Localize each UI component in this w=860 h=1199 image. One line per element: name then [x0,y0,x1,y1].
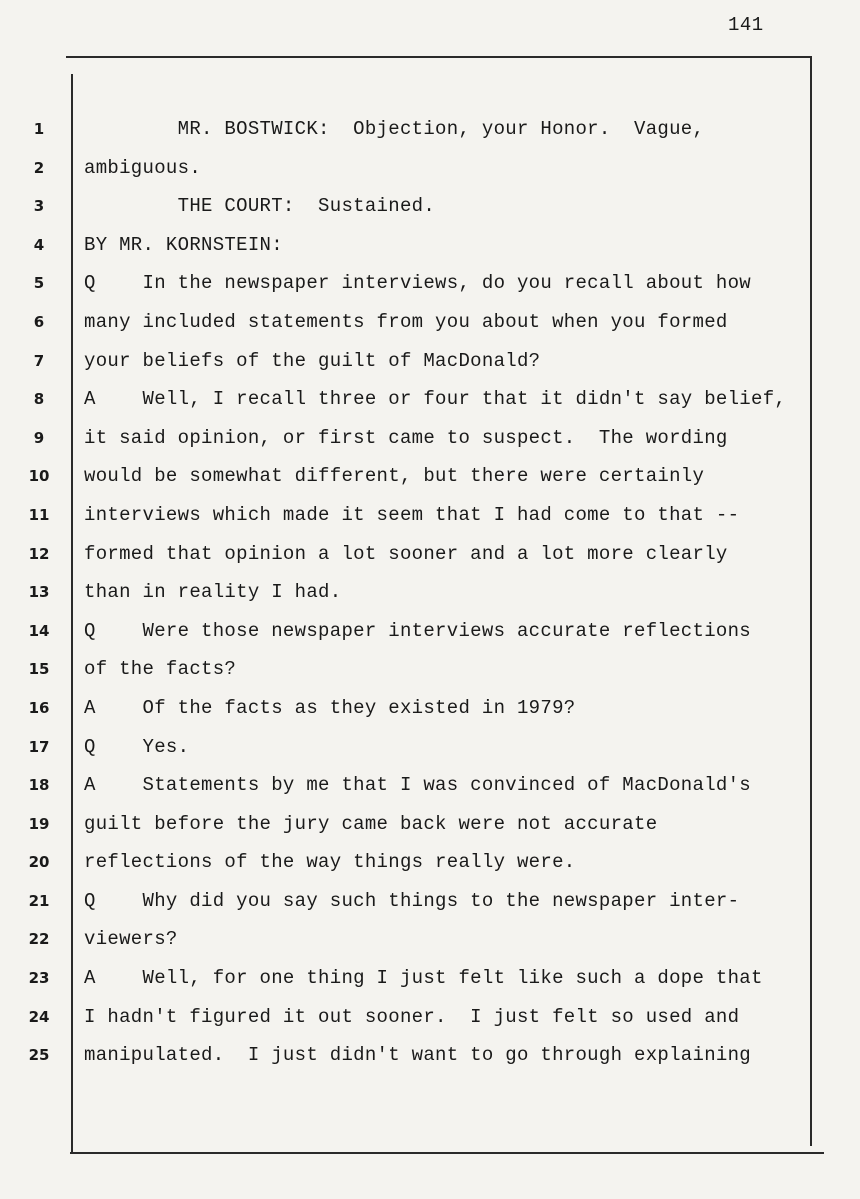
line-text: A Statements by me that I was convinced of MacDonald's [84,774,752,797]
line-number: 20 [28,853,50,872]
line-number: 24 [28,1007,50,1026]
transcript-line [0,457,860,496]
transcript-line [0,264,860,303]
line-number: 6 [33,312,45,331]
line-number: 23 [28,969,50,988]
transcript-line [0,728,860,767]
line-text: THE COURT: Sustained. [84,195,436,218]
line-number: 18 [28,776,50,795]
line-text: ambiguous. [84,156,202,179]
line-number: 3 [33,197,45,216]
transcript-line [0,187,860,226]
line-number: 16 [28,698,50,717]
line-text: formed that opinion a lot sooner and a lot more clearly [84,542,728,565]
transcript-line [0,1036,860,1075]
line-text: manipulated. I just didn't want to go through explaining [84,1044,752,1067]
line-text: Q Why did you say such things to the newspaper inter- [84,889,740,912]
line-text: of the facts? [84,658,237,681]
transcript-line [0,496,860,535]
line-text: interviews which made it seem that I had come to that -- [84,503,740,526]
transcript-line [0,573,860,612]
transcript-line [0,612,860,651]
line-text: BY MR. KORNSTEIN: [84,233,283,256]
page-border-bottom [70,1152,824,1154]
transcript-line [0,766,860,805]
line-text: reflections of the way things really were. [84,851,576,874]
line-number: 2 [33,158,45,177]
transcript-line [0,805,860,844]
line-text: many included statements from you about when you formed [84,310,728,333]
transcript-line [0,342,860,381]
line-number: 14 [28,621,50,640]
line-text: than in reality I had. [84,581,342,604]
page-number: 141 [728,14,764,36]
transcript-line [0,380,860,419]
line-text: Q In the newspaper interviews, do you recall about how [84,272,752,295]
transcript-line [0,303,860,342]
line-text: your beliefs of the guilt of MacDonald? [84,349,541,372]
transcript-line [0,998,860,1037]
line-number: 5 [33,274,45,293]
line-number: 17 [28,737,50,756]
transcript-line [0,843,860,882]
line-text: it said opinion, or first came to suspect. The wording [84,426,728,449]
line-text: Q Yes. [84,735,190,758]
line-number: 19 [28,814,50,833]
line-number: 8 [33,390,45,409]
transcript-line [0,920,860,959]
line-text: A Of the facts as they existed in 1979? [84,696,576,719]
line-text: Q Were those newspaper interviews accurate reflections [84,619,752,642]
transcript-line [0,110,860,149]
transcript-line [0,226,860,265]
line-number: 22 [28,930,50,949]
transcript-line [0,689,860,728]
line-text: guilt before the jury came back were not accurate [84,812,658,835]
line-number: 11 [28,505,50,524]
line-number: 13 [28,583,50,602]
line-number: 15 [28,660,50,679]
line-number: 10 [28,467,50,486]
line-number: 9 [33,428,45,447]
line-number: 21 [28,891,50,910]
line-text: MR. BOSTWICK: Objection, your Honor. Vague, [84,118,705,140]
line-number: 25 [28,1046,50,1065]
line-number: 12 [28,544,50,563]
line-text: A Well, I recall three or four that it didn't say belief, [84,388,787,411]
transcript-body [0,110,860,1075]
transcript-line [0,959,860,998]
transcript-line [0,535,860,574]
transcript-line [0,149,860,188]
line-number: 1 [33,120,45,138]
transcript-line [0,650,860,689]
page-border-top [66,56,810,58]
line-text: A Well, for one thing I just felt like such a dope that [84,967,763,990]
line-text: would be somewhat different, but there were certainly [84,465,705,488]
transcript-line [0,419,860,458]
line-text: viewers? [84,928,178,951]
line-number: 7 [33,351,45,370]
transcript-line [0,882,860,921]
line-number: 4 [33,235,45,254]
line-text: I hadn't figured it out sooner. I just felt so used and [84,1005,740,1028]
